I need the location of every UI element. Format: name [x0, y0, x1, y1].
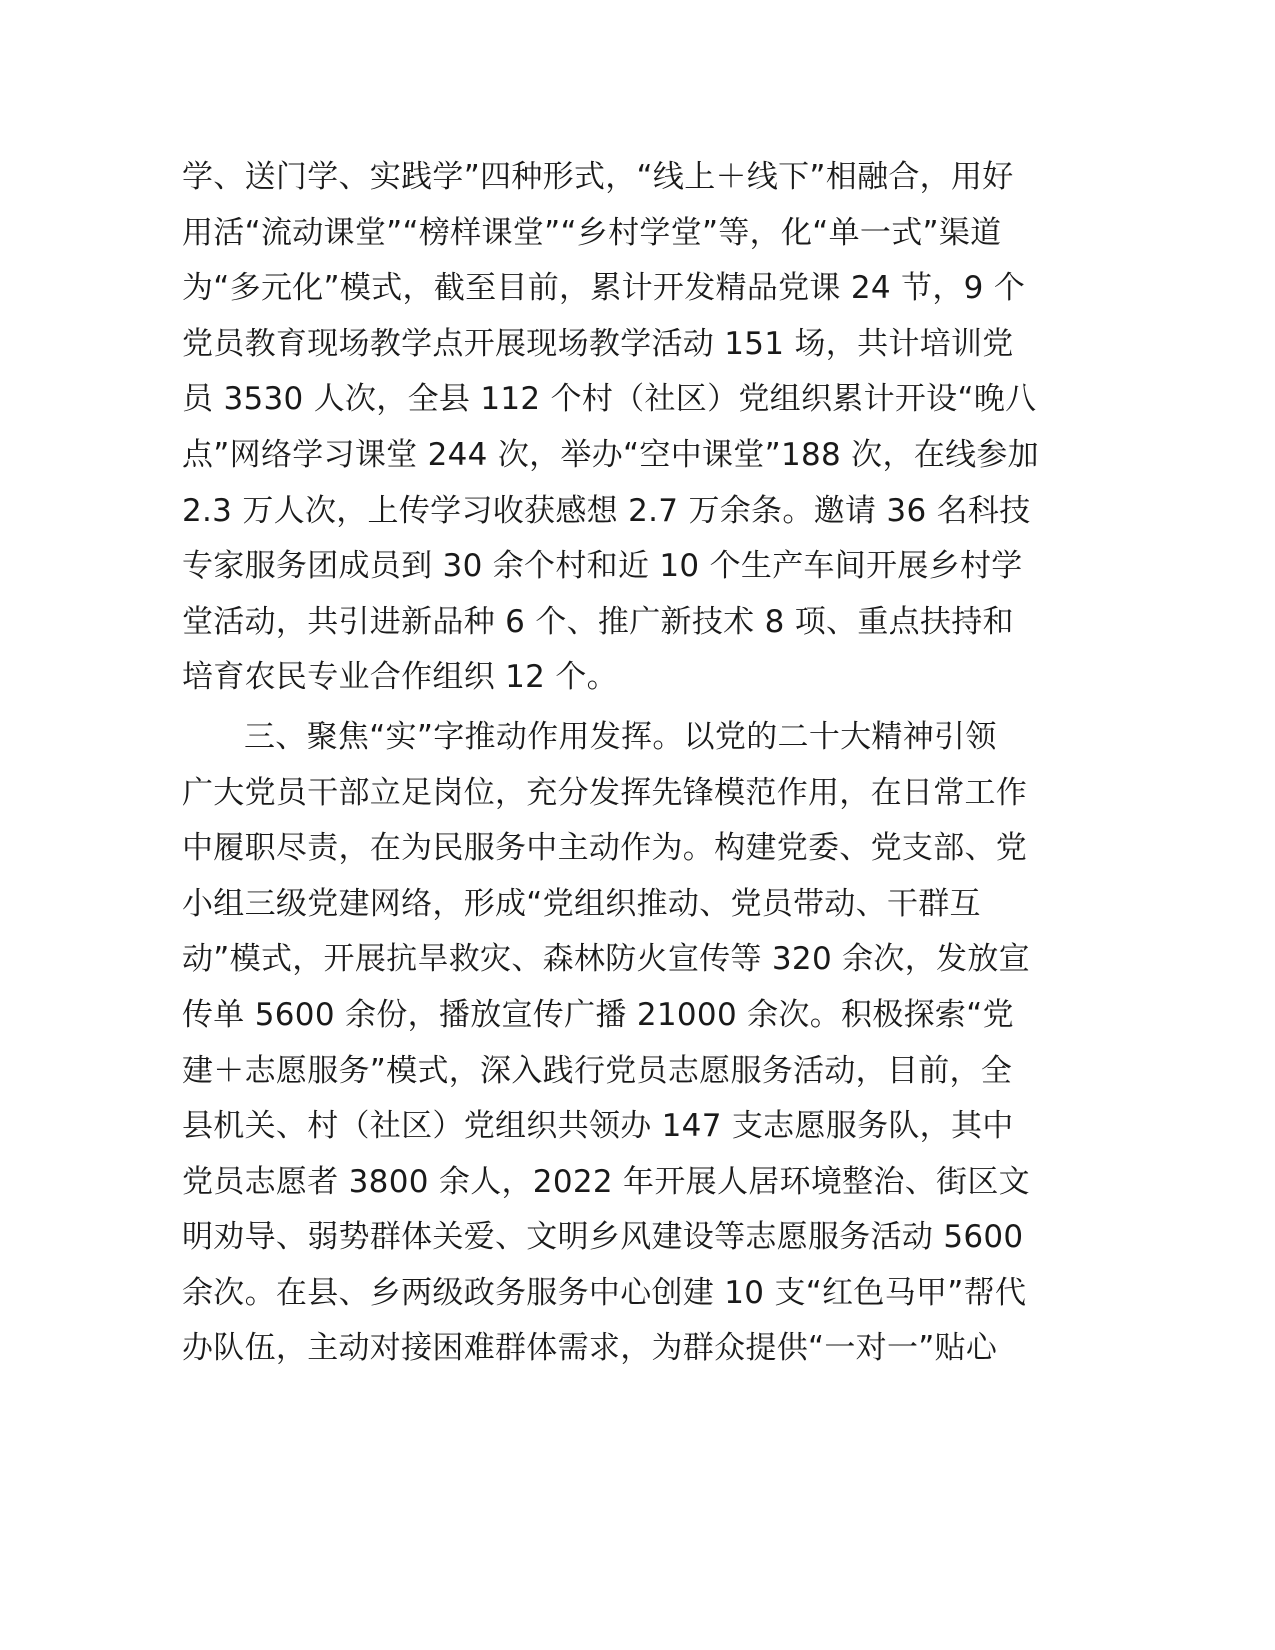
paragraph-line: 中履职尽责，在为民服务中主动作为。构建党委、党支部、党 [182, 830, 1028, 867]
paragraph-line: 为“多元化”模式，截至目前，累计开发精品党课 24 节，9 个 [182, 270, 1026, 307]
paragraph-line: 小组三级党建网络，形成“党组织推动、党员带动、干群互 [182, 885, 981, 922]
paragraph-line: 员 3530 人次，全县 112 个村（社区）党组织累计开设“晚八 [182, 381, 1037, 418]
paragraph-line: 党员教育现场教学点开展现场教学活动 151 场，共计培训党 [182, 325, 1014, 362]
paragraph-2 [182, 710, 1042, 1377]
paragraph-line: 建＋志愿服务”模式，深入践行党员志愿服务活动，目前，全 [182, 1052, 1013, 1089]
paragraph-line: 点”网络学习课堂 244 次，举办“空中课堂”188 次，在线参加 [182, 436, 1039, 473]
paragraph-line: 办队伍，主动对接困难群体需求，为群众提供“一对一”贴心 [182, 1330, 998, 1367]
paragraph-line: 明劝导、弱势群体关爱、文明乡风建设等志愿服务活动 5600 [182, 1219, 1024, 1256]
paragraph-line: 三、聚焦“实”字推动作用发挥。以党的二十大精神引领 [244, 718, 997, 755]
paragraph-line: 专家服务团成员到 30 余个村和近 10 个生产车间开展乡村学 [182, 548, 1023, 585]
paragraph-line: 培育农民专业合作组织 12 个。 [182, 659, 618, 696]
document-body [182, 150, 1042, 1377]
paragraph-line: 用活“流动课堂”“榜样课堂”“乡村学堂”等，化“单一式”渠道 [182, 214, 1002, 251]
paragraph-line: 2.3 万人次，上传学习收获感想 2.7 万余条。邀请 36 名科技 [182, 492, 1031, 529]
paragraph-line: 堂活动，共引进新品种 6 个、推广新技术 8 项、重点扶持和 [182, 603, 1014, 640]
paragraph-1 [182, 150, 1042, 706]
paragraph-line: 广大党员干部立足岗位，充分发挥先锋模范作用，在日常工作 [182, 774, 1028, 811]
paragraph-line: 传单 5600 余份，播放宣传广播 21000 余次。积极探索“党 [182, 996, 1014, 1033]
paragraph-line: 动”模式，开展抗旱救灾、森林防火宣传等 320 余次，发放宣 [182, 941, 1030, 978]
paragraph-line: 县机关、村（社区）党组织共领办 147 支志愿服务队，其中 [182, 1108, 1014, 1145]
paragraph-line: 学、送门学、实践学”四种形式，“线上＋线下”相融合，用好 [182, 159, 1014, 195]
paragraph-line: 党员志愿者 3800 余人，2022 年开展人居环境整治、街区文 [182, 1163, 1030, 1200]
paragraph-line: 余次。在县、乡两级政务服务中心创建 10 支“红色马甲”帮代 [182, 1274, 1027, 1311]
